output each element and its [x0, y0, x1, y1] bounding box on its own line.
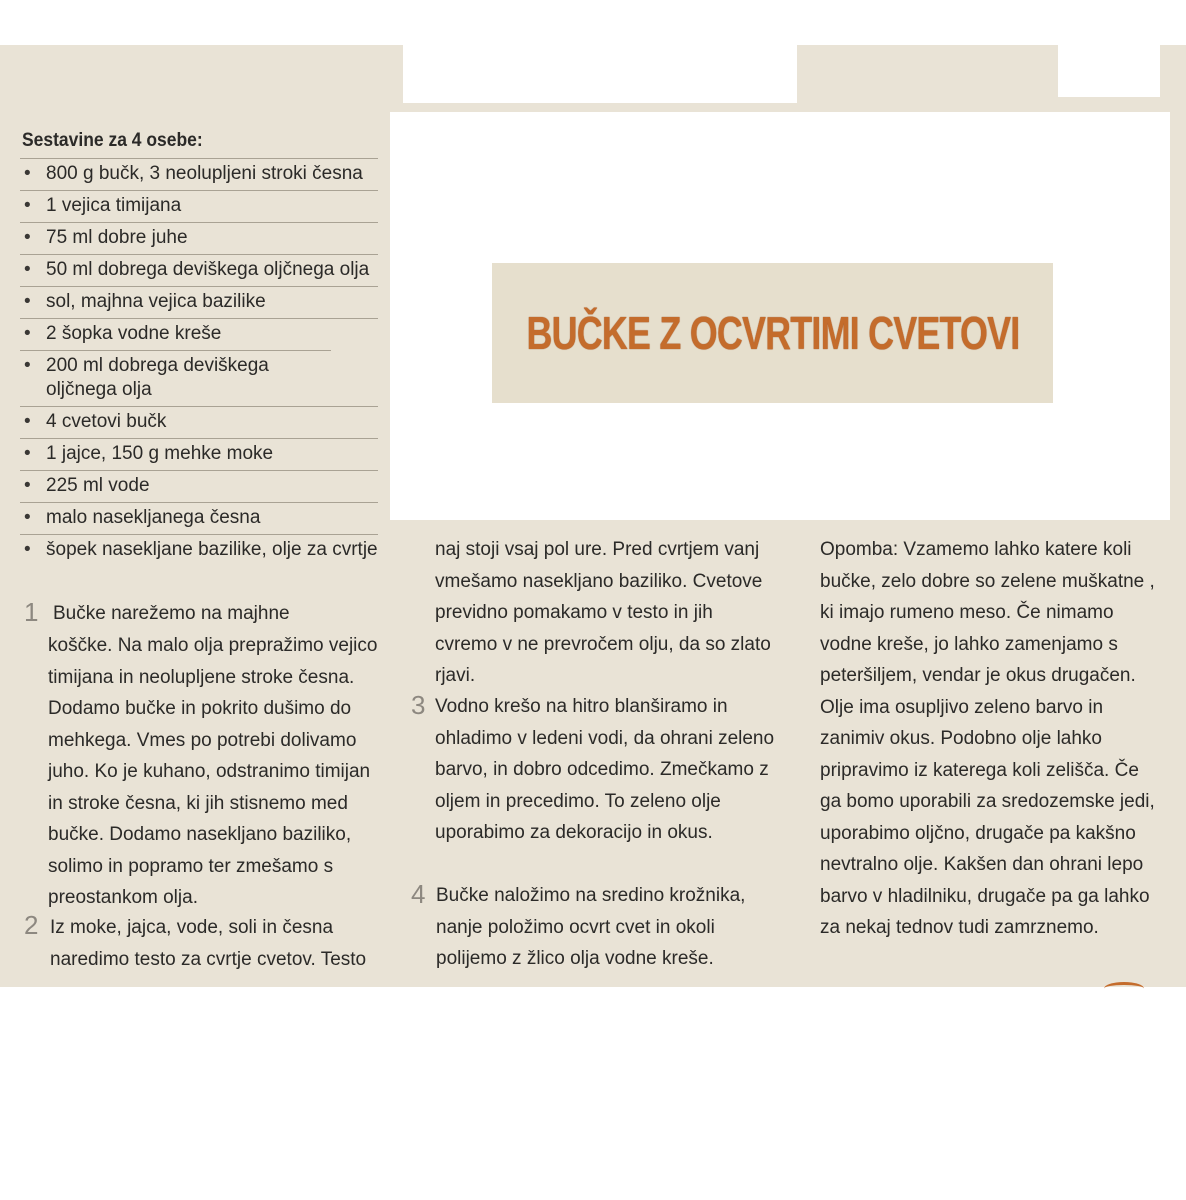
- step-3-text: Vodno krešo na hitro blanširamo in ohladimo v ledeni vodi, da ohrani zeleno barvo, in dobro odcedimo. Zmečkamo z oljem in precedimo. To zeleno olje uporabimo za dekoracijo in okus.: [435, 696, 775, 843]
- ingredient-item: • 50 ml dobrega deviškega oljčnega olja: [20, 254, 378, 286]
- step-4-text: Bučke naložimo na sredino krožnika, nanje položimo ocvrt cvet in okoli polijemo z žlico olja vodne kreše.: [436, 885, 746, 969]
- ingredient-item: • malo nasekljanega česna: [20, 502, 378, 534]
- step-number: 3: [411, 690, 426, 720]
- step-1-text: koščke. Na malo olja prepražimo vejico timijana in neolupljene stroke česna. Dodamo bučke in pokrito dušimo do mehkega. Vmes po potrebi dolivamo juho. Ko je kuhano, odstranimo timijan in stroke česna, ki jih stisnemo med bučke. Dodamo nasekljano baziliko, solimo in popramo ter zmešamo s preostankom olja.: [48, 635, 378, 908]
- step-2-text: Iz moke, jajca, vode, soli in česna naredimo testo za cvrtje cvetov. Testo: [50, 917, 367, 970]
- note-text: Opomba: Vzamemo lahko katere koli bučke, zelo dobre so zelene muškatne , ki imajo rumeno meso. Če nimamo vodne kreše, jo lahko zamenjamo s peteršiljem, vendar je okus drugačen. Olje ima osupljivo zeleno barvo in zanimiv okus. Podobno olje lahko pripravimo iz katerega koli zelišča. Če ga bomo uporabili za sredozemske jedi, uporabimo oljčno, drugače pa kakšno nevtralno olje. Kakšen dan ohrani lepo barvo v hladilniku, drugače pa ga lahko za nekaj tednov tudi zamrznemo.: [820, 539, 1155, 938]
- ingredient-item: • 2 šopka vodne kreše: [20, 318, 378, 350]
- blank-area: [1058, 45, 1160, 97]
- recipe-title: BUČKE Z OCVRTIMI CVETOVI: [526, 307, 1019, 359]
- ingredient-item: • 800 g bučk, 3 neolupljeni stroki česna: [20, 158, 378, 190]
- step-1-first-line: Bučke narežemo na majhne: [53, 603, 290, 624]
- ingredient-item: • 75 ml dobre juhe: [20, 222, 378, 254]
- blank-area: [403, 45, 797, 103]
- ingredients-heading: Sestavine za 4 osebe:: [22, 130, 203, 151]
- ingredient-item: • 4 cvetovi bučk: [20, 406, 378, 438]
- ingredient-item: • 1 vejica timijana: [20, 190, 378, 222]
- step-number: 1: [24, 597, 39, 627]
- ingredients-list: [20, 158, 378, 566]
- decorative-arc: [1104, 982, 1144, 995]
- step-2-continued: naj stoji vsaj pol ure. Pred cvrtjem vanj vmešamo nasekljano baziliko. Cvetove previdno pomakamo v testo in jih cvremo v ne prevročem olju, da so zlato rjavi.: [435, 539, 771, 686]
- ingredient-item: • sol, majhna vejica bazilike: [20, 286, 378, 318]
- ingredient-item: • 225 ml vode: [20, 470, 378, 502]
- step-number: 4: [411, 879, 426, 909]
- title-box: [492, 263, 1053, 403]
- ingredient-item: • šopek nasekljane bazilike, olje za cvrtje: [20, 534, 378, 566]
- ingredient-item: • 200 ml dobrega deviškega oljčnega olja: [20, 350, 331, 406]
- ingredient-item: • 1 jajce, 150 g mehke moke: [20, 438, 378, 470]
- step-number: 2: [24, 910, 39, 940]
